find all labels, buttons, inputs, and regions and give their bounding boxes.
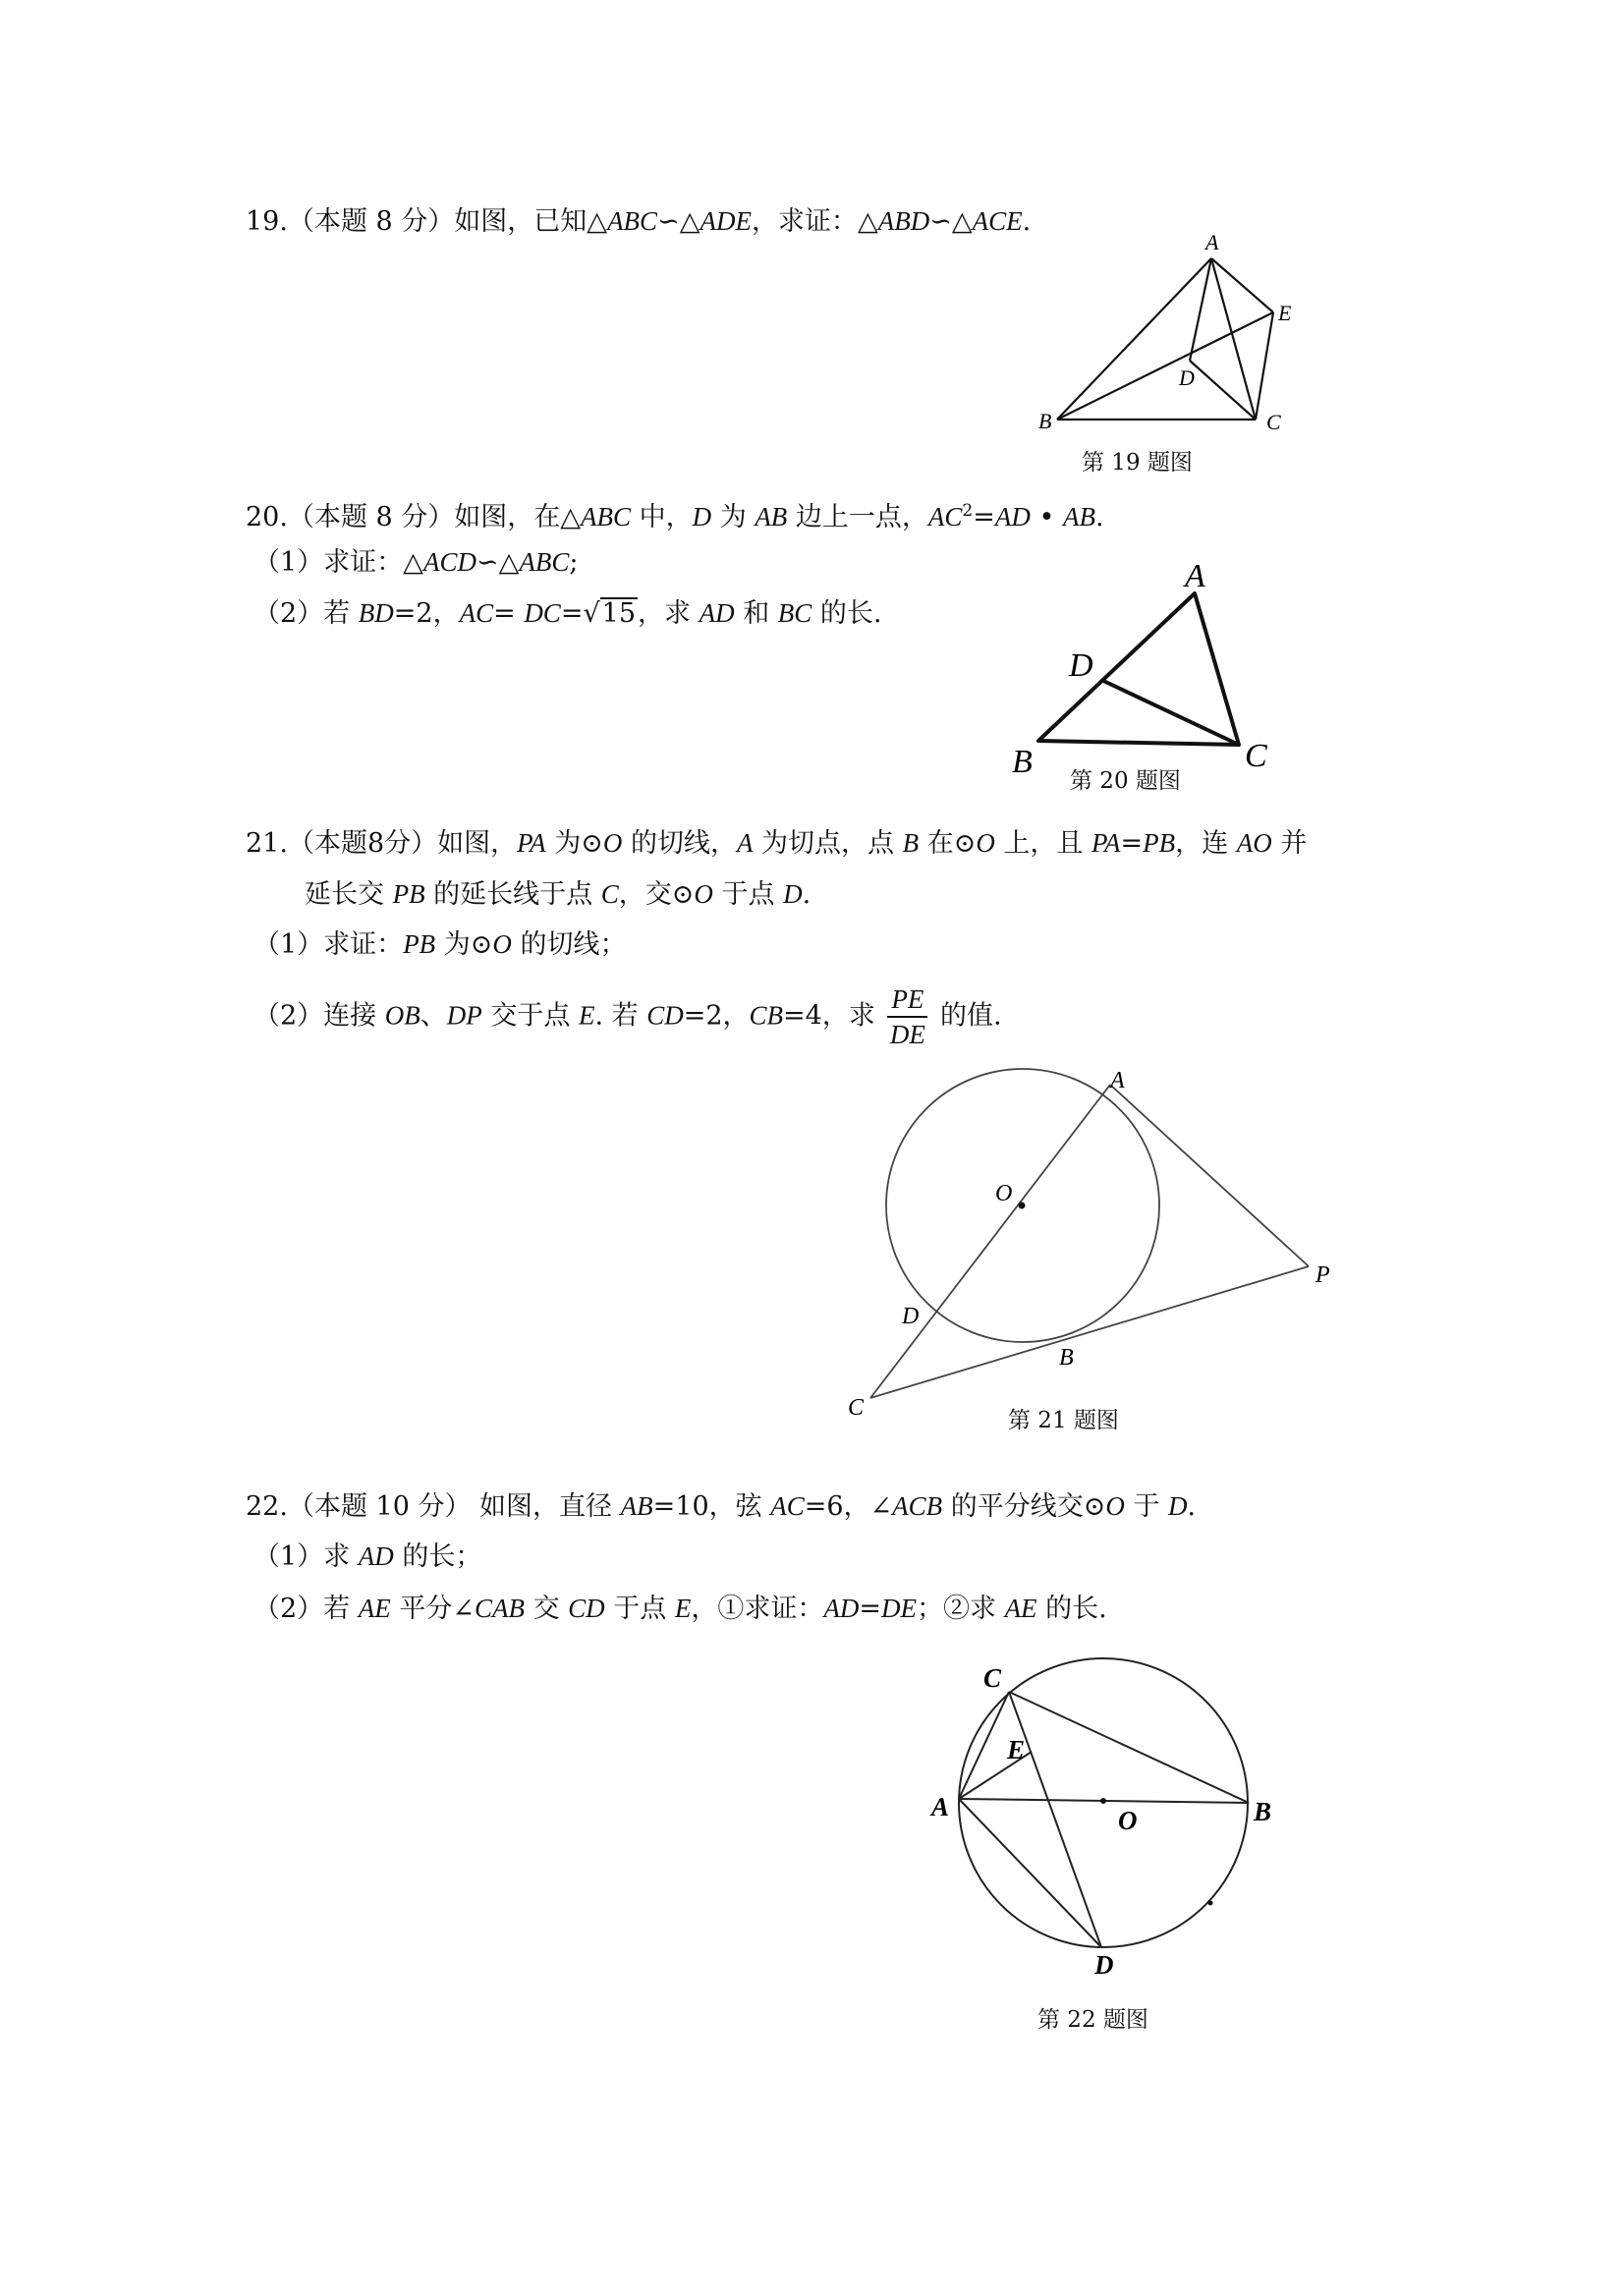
q22-label-e: E	[1007, 1735, 1026, 1764]
q21-label-b: B	[1059, 1345, 1074, 1371]
q21-caption: 第 21 题图	[1008, 1408, 1119, 1433]
q19-label-b: B	[1038, 409, 1052, 433]
q22-label-o: O	[1118, 1806, 1138, 1835]
q20-label-b: B	[1012, 744, 1033, 780]
q22-label-d: D	[1094, 1950, 1114, 1980]
q21-part2: （2）连接 OB、DP 交于点 E. 若 CD=2，CB=4，求 $\frac{PE}{DE}$ 的值.	[253, 984, 1002, 1049]
q21-part1: （1）求证：PB 为⊙O 的切线；	[253, 929, 627, 960]
q20-part2: （2）若 BD=2，AC= DC=√15，求 AD 和 BC 的长.	[253, 598, 882, 629]
q21-label-p: P	[1315, 1262, 1330, 1288]
q22-label-a: A	[931, 1792, 950, 1821]
q21-label-o: O	[995, 1181, 1013, 1206]
q20-label-d: D	[1069, 647, 1093, 684]
q20-label-c: C	[1245, 738, 1267, 774]
q21-label-d: D	[902, 1304, 920, 1329]
q22-caption: 第 22 题图	[1037, 2007, 1148, 2033]
q22-statement: 22.（本题 10 分） 如图，直径 AB=10，弦 AC=6，∠ACB 的平分线交⊙O 于 D.	[246, 1491, 1197, 1522]
q22-label-c: C	[983, 1663, 1002, 1693]
q19-label-e: E	[1278, 301, 1292, 325]
q19-label-a: A	[1205, 230, 1219, 254]
q22-part1: （1）求 AD 的长；	[253, 1541, 482, 1572]
q20-caption: 第 20 题图	[1070, 768, 1181, 794]
q22-part2: （2）若 AE 平分∠CAB 交 CD 于点 E，①求证：AD=DE；②求 AE 的长.	[253, 1594, 1107, 1624]
q21-label-c: C	[848, 1395, 865, 1421]
q20-statement: 20.（本题 8 分）如图，在△ABC 中，D 为 AB 边上一点，$AC^2=AD$ • AB.	[246, 501, 1104, 532]
q20-part1: （1）求证：△ACD∽△ABC;	[253, 547, 579, 578]
q19-statement: 19.（本题 8 分）如图，已知△ABC∽△ADE，求证：△ABD∽△ACE.	[246, 206, 1032, 237]
q19-caption: 第 19 题图	[1082, 450, 1193, 476]
q21-statement-line1: 21.（本题8分）如图，PA 为⊙O 的切线，A 为切点，点 B 在⊙O 上，且 PA=PB，连 AO 并	[246, 828, 1308, 859]
q19-label-d: D	[1179, 365, 1195, 390]
q20-label-a: A	[1185, 558, 1205, 594]
q21-fraction: $\frac{PE}{DE}$	[887, 982, 927, 1051]
q21-label-a: A	[1110, 1068, 1125, 1093]
q22-label-b: B	[1254, 1797, 1272, 1826]
q21-statement-line2: 延长交 PB 的延长线于点 C，交⊙O 于点 D.	[305, 879, 812, 910]
q19-label-c: C	[1266, 410, 1281, 434]
